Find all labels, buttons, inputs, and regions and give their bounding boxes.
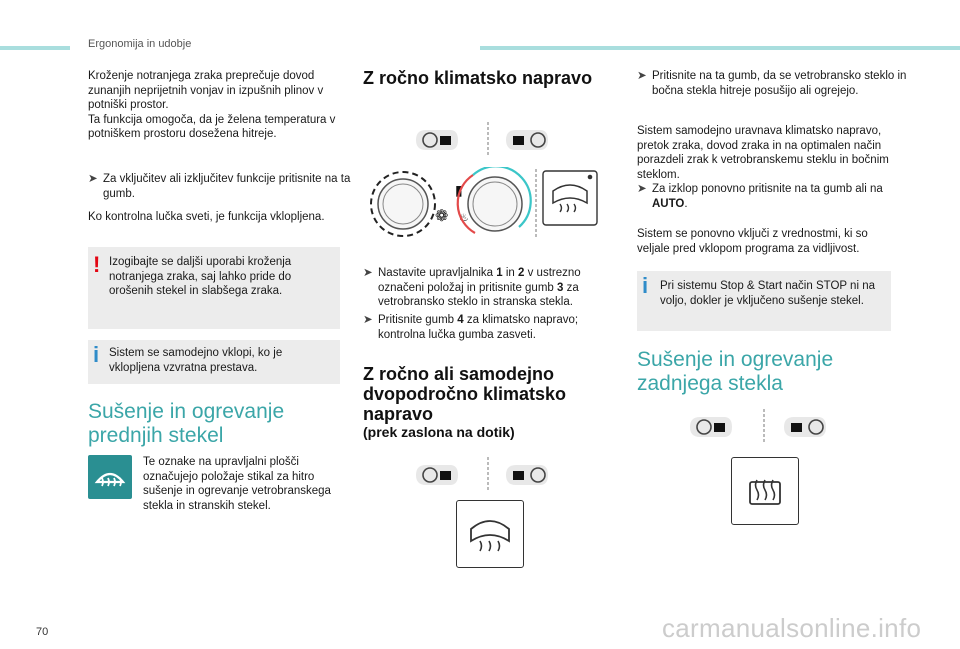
switch-off-auto: AUTO bbox=[652, 197, 685, 210]
step1-number-1: 1 bbox=[496, 267, 503, 279]
rear-defrost-button[interactable] bbox=[731, 457, 799, 525]
stop-start-info: Pri sistemu Stop & Start način STOP ni na voljo, dokler je vključeno sušenje stekel. bbox=[660, 280, 875, 307]
lamp-note: Ko kontrolna lučka sveti, je funkcija vklopljena. bbox=[88, 211, 325, 223]
svg-text:♨: ♨ bbox=[459, 211, 469, 224]
step1-text-a: Nastavite upravljalnika bbox=[378, 267, 497, 279]
auto-regulation-text: Sistem samodejno uravnava klimatsko napravo, pretok zraka, dovod zraka in na optimalen način porazdeli zrak k vetrobranskemu steklu in bočnim steklom. bbox=[637, 125, 889, 181]
manual-ac-title: Z ročno klimatsko napravo bbox=[363, 68, 593, 88]
step1-text-c: v ustrezno označeni položaj in pritisnite gumb bbox=[378, 267, 581, 294]
warning-icon: ! bbox=[93, 252, 101, 277]
arrow-bullet-icon: ➤ bbox=[88, 173, 98, 185]
step2-text-b: za klimatsko napravo; kontrolna lučka gumba zasveti. bbox=[378, 314, 579, 341]
front-defrost-text: Te oznake na upravljalni plošči označujejo položaje stikal za hitro sušenje in ogrevanje vetrobranskega stekla in stranskih stekel. bbox=[143, 456, 331, 512]
defrost-bullet-text: Pritisnite na ta gumb, da se vetrobransko steklo in bočna stekla hitreje posušijo ali ogrejejo. bbox=[652, 70, 907, 97]
arrow-bullet-icon: ➤ bbox=[637, 70, 647, 82]
watermark: carmanualsonline.info bbox=[662, 613, 922, 643]
front-defrost-icon bbox=[88, 455, 132, 499]
dual-zone-subtitle: (prek zaslona na dotik) bbox=[363, 424, 515, 440]
dual-zone-title: Z ročno ali samodejno dvopodročno klimatsko napravo bbox=[363, 364, 567, 424]
rear-defrost-title: Sušenje in ogrevanje zadnjega stekla bbox=[637, 348, 834, 395]
manual-ac-panel bbox=[365, 167, 625, 239]
dual-position-indicators bbox=[410, 453, 585, 493]
arrow-bullet-icon: ➤ bbox=[363, 267, 373, 279]
manual-position-indicators bbox=[410, 118, 585, 158]
svg-text:❁: ❁ bbox=[435, 206, 449, 225]
switch-off-bullet bbox=[637, 182, 907, 211]
info-icon: i bbox=[93, 342, 100, 367]
step2-number: 4 bbox=[457, 314, 464, 326]
arrow-bullet-icon: ➤ bbox=[363, 314, 373, 326]
warning-text: Izogibajte se daljši uporabi kroženja notranjega zraka, saj lahko pride do orošenih stekel in slabšega zraka. bbox=[109, 256, 292, 297]
front-defrost-title: Sušenje in ogrevanje prednjih stekel bbox=[88, 400, 285, 447]
arrow-bullet-icon: ➤ bbox=[637, 183, 647, 195]
toggle-bullet-text: Za vključitev ali izključitev funkcije pritisnite na ta gumb. bbox=[103, 173, 351, 200]
step1-text-b: in bbox=[502, 267, 519, 279]
restore-text: Sistem se ponovno vključi z vrednostmi, ki so veljale pred vklopom programa za vidljivost. bbox=[637, 228, 868, 255]
step1-number-3: 3 bbox=[557, 281, 564, 294]
step1-number-2: 2 bbox=[518, 267, 525, 279]
header-rule-right bbox=[480, 46, 960, 50]
intro-text: Kroženje notranjega zraka preprečuje dovod zunanjih neprijetnih vonjav in izpušnih plinov v potniški prostor. Ta funkcija omogoča, da je želena temperatura v potniškem prostoru dosežena hitreje. bbox=[88, 70, 336, 140]
rear-position-indicators bbox=[684, 405, 859, 445]
manual-step-2 bbox=[363, 313, 616, 342]
switch-off-text-a: Za izklop ponovno pritisnite na ta gumb ali na bbox=[652, 183, 883, 195]
svg-text:▮: ▮ bbox=[455, 182, 463, 198]
header-rule-left bbox=[0, 46, 70, 50]
page-number: 70 bbox=[36, 626, 49, 638]
section-header: Ergonomija in udobje bbox=[88, 38, 192, 50]
manual-step-1 bbox=[363, 266, 616, 310]
front-defrost-button[interactable] bbox=[456, 500, 524, 568]
step1-text-d: za vetrobransko steklo in stranska stekla. bbox=[378, 281, 579, 308]
defrost-bullet bbox=[637, 69, 907, 98]
step2-text-a: Pritisnite gumb bbox=[378, 314, 458, 326]
toggle-bullet bbox=[88, 172, 358, 201]
info-icon: i bbox=[642, 273, 649, 298]
info-text: Sistem se samodejno vklopi, ko je vklopljena vzvratna prestava. bbox=[109, 347, 283, 374]
switch-off-text-b: . bbox=[684, 197, 688, 210]
